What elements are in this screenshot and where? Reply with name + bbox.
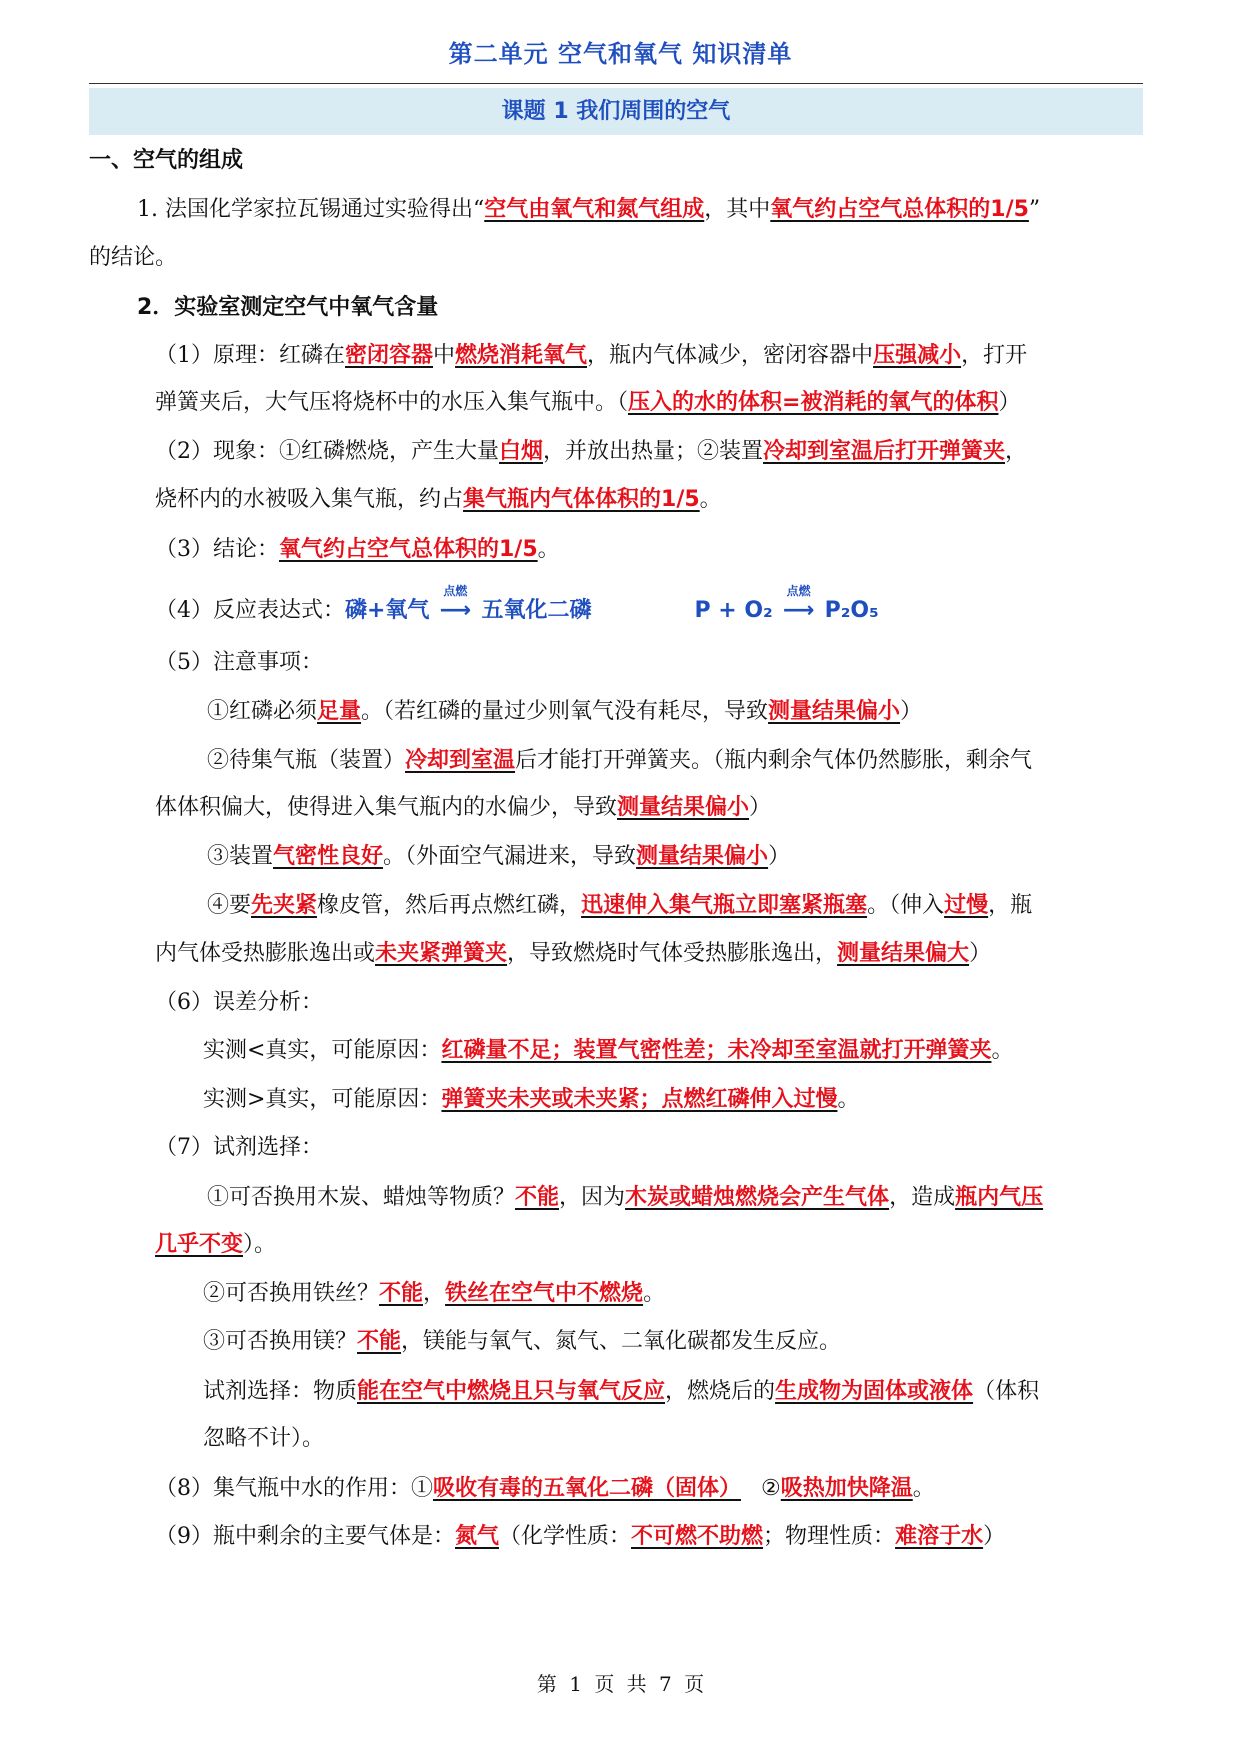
- error-high: [203, 1085, 1241, 1115]
- text: ）: [900, 699, 923, 724]
- text: 。（若红磷的量过少则氧气没有耗尽，导致: [361, 699, 769, 724]
- text: ②: [761, 1476, 781, 1501]
- text: 。（外面空气漏进来，导致: [383, 844, 637, 869]
- answer: 测量结果偏小: [768, 699, 901, 724]
- section-heading: 课题 1 我们周围的空气: [89, 88, 1143, 135]
- text: （化学性质：: [499, 1524, 632, 1549]
- text: （1）原理：红磷在: [155, 343, 345, 368]
- notes-heading: （5）注意事项：: [155, 650, 323, 675]
- text: ）: [969, 941, 992, 966]
- remaining-gas-line: [155, 1522, 1215, 1552]
- answer: 燃烧消耗氧气: [455, 343, 588, 368]
- text: ）: [983, 1524, 1006, 1549]
- text: ”: [1028, 197, 1041, 222]
- text: 橡皮管，然后再点燃红磷，: [317, 893, 582, 918]
- error-low: [203, 1036, 1241, 1066]
- text: ，并放出热量；②装置: [543, 439, 764, 464]
- text: ，瓶内气体减少，密闭容器中: [587, 343, 874, 368]
- phenomenon-line-2: [155, 485, 1215, 515]
- answer: 不能: [379, 1281, 424, 1306]
- heading-air-composition: 一、空气的组成: [89, 148, 244, 173]
- title-divider: [89, 83, 1143, 84]
- answer: 氧气约占空气总体积的1/5: [279, 537, 538, 562]
- text: ，打开: [961, 343, 1028, 368]
- answer: 能在空气中燃烧且只与氧气反应: [357, 1379, 666, 1404]
- text: ②待集气瓶（装置）: [207, 748, 406, 773]
- paragraph-lavoisier-cont: 的结论。: [89, 245, 178, 270]
- text: 。: [643, 1281, 666, 1306]
- text: ③可否换用镁？: [203, 1329, 358, 1354]
- text: ②可否换用铁丝？: [203, 1281, 380, 1306]
- text: 中: [433, 343, 456, 368]
- answer: 足量: [317, 699, 362, 724]
- conclusion-line: [155, 535, 1215, 565]
- reagent-heading: （7）试剂选择：: [155, 1135, 323, 1160]
- text: 。（伸入: [867, 893, 945, 918]
- answer: 迅速伸入集气瓶立即塞紧瓶塞: [581, 893, 868, 918]
- text: ）: [998, 390, 1021, 415]
- answer: 白烟: [499, 439, 544, 464]
- answer: 过慢: [944, 893, 989, 918]
- answer: 未夹紧弹簧夹: [375, 941, 508, 966]
- reaction-condition: 点燃: [443, 584, 468, 598]
- note-4-line-2: [155, 939, 1215, 969]
- text: ，导致燃烧时气体受热膨胀逸出，: [507, 941, 838, 966]
- answer: 木炭或蜡烛燃烧会产生气体: [625, 1185, 890, 1210]
- note-2-line-2: [155, 793, 1215, 823]
- answer: 吸热加快降温: [780, 1476, 913, 1501]
- answer: 红磷量不足；装置气密性差；未冷却至室温就打开弹簧夹: [441, 1038, 992, 1063]
- text: ，因为: [559, 1185, 626, 1210]
- answer: 集气瓶内气体体积的1/5: [463, 487, 700, 512]
- text: 体体积偏大，使得进入集气瓶内的水偏少，导致: [155, 795, 618, 820]
- reagent-2: [203, 1279, 1241, 1309]
- formula-product: P₂O₅: [824, 598, 879, 623]
- principle-line-1: [155, 341, 1215, 371]
- reaction-equation-line: [155, 584, 1215, 626]
- text: ，瓶: [988, 893, 1033, 918]
- text: ①红磷必须: [207, 699, 318, 724]
- answer: 生成物为固体或液体: [775, 1379, 974, 1404]
- phenomenon-line-1: [155, 437, 1215, 467]
- equation-reactants: 磷+氧气: [345, 598, 430, 623]
- text: ）。: [243, 1232, 277, 1257]
- text: 1. 法国化学家拉瓦锡通过实验得出“: [137, 197, 485, 222]
- answer: 冷却到室温: [405, 748, 516, 773]
- text: （9）瓶中剩余的主要气体是：: [155, 1524, 455, 1549]
- text: 内气体受热膨胀逸出或: [155, 941, 376, 966]
- answer: 压入的水的体积=被消耗的氧气的体积: [628, 390, 999, 415]
- water-role-line: [155, 1474, 1215, 1504]
- reagent-1-line-1: [207, 1183, 1241, 1213]
- text: ，: [423, 1281, 446, 1306]
- answer: 密闭容器: [345, 343, 434, 368]
- text: （8）集气瓶中水的作用：①: [155, 1476, 433, 1501]
- answer: 不能: [357, 1329, 402, 1354]
- note-2-line-1: [207, 746, 1241, 776]
- answer: 测量结果偏大: [837, 941, 970, 966]
- page-number: 第 1 页 共 7 页: [536, 1672, 705, 1696]
- text: 。: [837, 1087, 860, 1112]
- answer: 铁丝在空气中不燃烧: [445, 1281, 644, 1306]
- reagent-choice-line-2: 忽略不计）。: [203, 1426, 325, 1451]
- text: 。: [991, 1038, 1014, 1063]
- text: ④要: [207, 893, 252, 918]
- formula-condition: 点燃: [786, 584, 811, 598]
- answer: 先夹紧: [251, 893, 318, 918]
- answer: 冷却到室温后打开弹簧夹: [763, 439, 1006, 464]
- reagent-choice-line-1: [203, 1377, 1241, 1407]
- formula-reactants: P + O₂: [694, 598, 773, 623]
- text: 实测<真实，可能原因：: [203, 1038, 442, 1063]
- paragraph-lavoisier: [137, 195, 1197, 225]
- answer: 难溶于水: [895, 1524, 984, 1549]
- text: ）: [768, 844, 791, 869]
- answer: 空气由氧气和氮气组成: [484, 197, 705, 222]
- reagent-3: [203, 1327, 1241, 1357]
- answer: 几乎不变: [155, 1232, 244, 1257]
- text: （4）反应表达式：: [155, 598, 345, 623]
- answer: 不能: [515, 1185, 560, 1210]
- text: ，造成: [889, 1185, 956, 1210]
- equation-product: 五氧化二磷: [481, 598, 592, 623]
- text: 。: [537, 537, 560, 562]
- note-1: [207, 697, 1241, 727]
- formula-arrow: [780, 584, 818, 626]
- text: ①可否换用木炭、蜡烛等物质？: [207, 1185, 516, 1210]
- text: ，其中: [704, 197, 771, 222]
- principle-line-2: [155, 388, 1215, 418]
- answer: 不可燃不助燃: [631, 1524, 764, 1549]
- answer: 瓶内气压: [955, 1185, 1044, 1210]
- answer: 测量结果偏小: [636, 844, 769, 869]
- note-4-line-1: [207, 891, 1241, 921]
- text: 。: [699, 487, 722, 512]
- text: 实测>真实，可能原因：: [203, 1087, 442, 1112]
- document-title: 第二单元 空气和氧气 知识清单: [448, 40, 793, 68]
- text: ；物理性质：: [763, 1524, 896, 1549]
- text: 弹簧夹后，大气压将烧杯中的水压入集气瓶中。（: [155, 390, 629, 415]
- text: 试剂选择：物质: [203, 1379, 358, 1404]
- answer: 测量结果偏小: [617, 795, 750, 820]
- reaction-arrow: [436, 584, 474, 626]
- text: ，: [1005, 439, 1028, 464]
- text: 后才能打开弹簧夹。（瓶内剩余气体仍然膨胀，剩余气: [515, 748, 1033, 773]
- answer: 吸收有毒的五氧化二磷（固体）: [433, 1476, 742, 1501]
- text: ）: [749, 795, 772, 820]
- answer: 压强减小: [873, 343, 962, 368]
- arrow-glyph: ⟶: [439, 598, 472, 623]
- text: ，镁能与氧气、氮气、二氧化碳都发生反应。: [401, 1329, 842, 1354]
- text: （3）结论：: [155, 537, 279, 562]
- text: ③装置: [207, 844, 274, 869]
- text: 烧杯内的水被吸入集气瓶，约占: [155, 487, 464, 512]
- note-3: [207, 842, 1241, 872]
- text: （2）现象：①红磷燃烧，产生大量: [155, 439, 499, 464]
- arrow-glyph: ⟶: [782, 598, 815, 623]
- answer: 弹簧夹未夹或未夹紧；点燃红磷伸入过慢: [441, 1087, 838, 1112]
- text: （体积: [973, 1379, 1040, 1404]
- text: ，燃烧后的: [665, 1379, 776, 1404]
- answer: 氮气: [455, 1524, 500, 1549]
- text: 。: [912, 1476, 935, 1501]
- error-analysis-heading: （6）误差分析：: [155, 990, 323, 1015]
- heading-oxygen-content: 2．实验室测定空气中氧气含量: [137, 295, 439, 320]
- reagent-1-line-2: [155, 1230, 1215, 1260]
- answer: 气密性良好: [273, 844, 384, 869]
- answer: 氧气约占空气总体积的1/5: [770, 197, 1029, 222]
